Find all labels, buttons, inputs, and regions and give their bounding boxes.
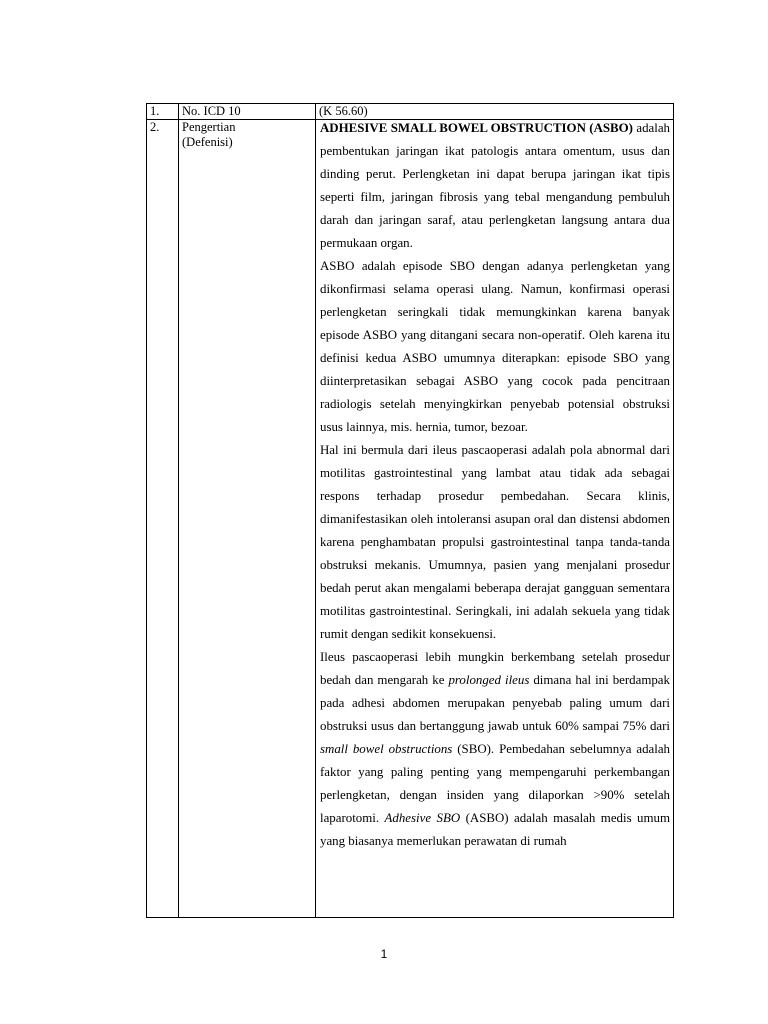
row-number: 2. bbox=[147, 120, 179, 918]
paragraph-text: (ASBO) adalah masalah medis umum yang biasanya memerlukan perawatan di rumah bbox=[320, 811, 670, 848]
italic-term: Adhesive SBO bbox=[384, 811, 461, 825]
icd-code: (K 56.60) bbox=[316, 104, 674, 120]
paragraph-text: Ileus pascaoperasi lebih mungkin berkembang setelah prosedur bedah dan mengarah ke bbox=[320, 650, 670, 687]
definition-paragraph-1 bbox=[320, 117, 670, 255]
table-row-definition bbox=[147, 120, 674, 918]
row-label-line2: (Defenisi) bbox=[182, 135, 233, 149]
row-label-line1: Pengertian bbox=[182, 120, 236, 134]
definition-content bbox=[316, 120, 674, 918]
definition-paragraph-3: Hal ini bermula dari ileus pascaoperasi adalah pola abnormal dari motilitas gastrointestinal yang lambat atau tidak ada sebagai respons terhadap prosedur pembedahan. Secara klinis, dimanifestasikan oleh intoleransi asupan oral dan distensi abdomen karena penghambatan propulsi gastrointestinal tanpa tanda-tanda obstruksi mekanis. Umumnya, pasien yang menjalani prosedur bedah perut akan mengalami beberapa derajat gangguan sementara motilitas gastrointestinal. Seringkali, ini adalah sekuela yang tidak rumit dengan sedikit konsekuensi. bbox=[320, 443, 670, 641]
clinical-pathway-table bbox=[146, 103, 674, 918]
italic-term: small bowel obstructions bbox=[320, 742, 453, 756]
row-number: 1. bbox=[147, 104, 179, 120]
row-label bbox=[179, 120, 316, 918]
page-number: 1 bbox=[380, 947, 388, 961]
paragraph-text: adalah pembentukan jaringan ikat patologis antara omentum, usus dan dinding perut. Perlengketan ini dapat berupa jaringan ikat tipis seperti film, jaringan fibrosis yang tebal mengandung pembuluh darah dan jaringan saraf, atau perlengketan langsung antara dua permukaan organ. bbox=[320, 121, 670, 250]
paragraph-text: dimana hal ini berdampak pada adhesi abdomen merupakan penyebab paling umum dari obstruksi usus dan bertanggung jawab untuk 60% sampai 75% dari bbox=[320, 673, 670, 733]
definition-paragraph-4 bbox=[320, 646, 670, 853]
asbo-heading: ADHESIVE SMALL BOWEL OBSTRUCTION (ASBO) bbox=[320, 121, 633, 135]
paragraph-text: (SBO). Pembedahan sebelumnya adalah faktor yang paling penting yang mempengaruhi perkembangan perlengketan, dengan insiden yang dilaporkan >90% setelah laparotomi. bbox=[320, 742, 670, 825]
row-label: No. ICD 10 bbox=[179, 104, 316, 120]
italic-term: prolonged ileus bbox=[448, 673, 530, 687]
definition-paragraph-2: ASBO adalah episode SBO dengan adanya perlengketan yang dikonfirmasi selama operasi ulang. Namun, konfirmasi operasi perlengketan seringkali tidak memungkinkan karena banyak episode ASBO yang ditangani secara non-operatif. Oleh karena itu definisi kedua ASBO umumnya diterapkan: episode SBO yang diinterpretasikan sebagai ASBO yang cocok pada pencitraan radiologis setelah menyingkirkan penyebab potensial obstruksi usus lainnya, mis. hernia, tumor, bezoar. bbox=[320, 259, 670, 434]
